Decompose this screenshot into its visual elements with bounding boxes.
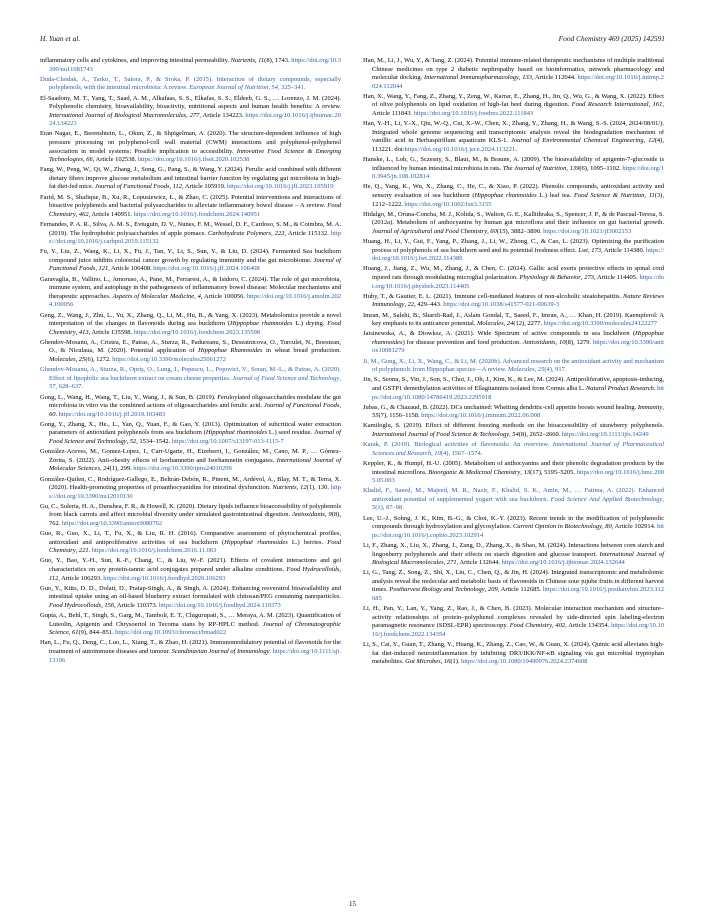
reference-entry: Guo, Y., Kitts, D. D., Dolati, D., Pratap-Singh, A., & Singh, A. (2024). Enhancing resveratrol bioavailability and intestinal uptake using an oil-based blueberry extract formulated with chitosan/PEG containing nanoparticles. Food Hydrocolloids, 156, Article 110373. https://doi.org/10.1016/j.foodhyd.2024.110373 <box>40 584 341 609</box>
doi-link[interactable]: https://doi.org/10.1016/j.jff.2019.103483 <box>58 410 166 418</box>
reference-entry: Gong, Y., Zhang, X., He., L., Yan, Q., Yuan, F., & Gao, Y. (2013). Optimization of subcritical water extraction parameters of antioxidant polyphenols from sea buckthorn (Hippophaë rhamnoides L.) seed residue. Journal of Food Science and Technology, 52, 1534–1542. https://doi.org/10.1007/s13197-013-1115-7 <box>40 420 341 445</box>
doi-link[interactable]: https://doi.org/10.1016/j.carbpol.2019.115132 <box>49 229 342 246</box>
running-head-journal: Food Chemistry 469 (2025) 142591 <box>558 34 665 43</box>
doi-link[interactable]: https://doi.org/10.1016/j.foodchem.2022.134354 <box>372 622 665 638</box>
running-head-authors: H. Yuan et al. <box>40 34 81 43</box>
doi-link[interactable]: https://doi.org/10.1038/s41577-021-00639-3 <box>443 301 560 309</box>
reference-entry: Li, G., Tang, Z., Song, Z., Shi, X., Liu, C., Chen, Q., & Jin, H. (2024). Integrated transcriptomic and metabolomic analysis reveal the molecular and metabolic basis of flavonoids in Chinese sour jujube fruits in different harvest times. Postharvest Biology and Technology, 209, Article 112685. https://doi.org/10.1016/j.postharvbio.2023.112685 <box>363 569 665 602</box>
reference-entry: El-Saadony, M. T., Yang, T., Saad, A. M., Alkafaas, S. S., Elkafas, S. S., Eldeeb, G. S., … Lorenzo, J. M. (2024). Polyphenolic chemistry, bioavailability, bioactivity, nutritional aspects and human health benefits: A review. International Journal of Biological Macromolecules, 277, Article 134223. https://doi.org/10.1016/j.ijbiomac.2024.134223 <box>40 94 341 128</box>
reference-entry: Han, M., Li, J., Wu, Y., & Tang, Z. (2024). Potential immune-related therapeutic mechanisms of multiple traditional Chinese medicines on type 2 diabetic nephropathy based on bioinformatics, network pharmacology and molecular docking. International Immunopharmacology, 133, Article 112044. https://doi.org/10.1016/j.intimp.2024.112044 <box>363 57 664 90</box>
doi-link[interactable]: https://doi.org/10.1016/j.ijbiomac.2024.134223 <box>49 111 341 128</box>
reference-entry: inflammatory cells and cytokines, and improving intestinal permeability. Nutrients, 11(8), 1743. https://doi.org/10.3390/nu11081743 <box>40 57 341 73</box>
doi-link[interactable]: https://doi.org/10.1093/chromsci/bmad022 <box>115 629 227 637</box>
doi-link[interactable]: https://doi.org/10.1016/j.foodchem.2023.135598 <box>133 328 261 336</box>
reference-entry: Lee, U.-J., Sohng, J. K., Kim, B.-G., & Choi, K.-Y. (2023). Recent trends in the modification of polyphenolic compounds through hydroxylation and glycosylation. Current Opinion in Biotechnology, 80, Article 102914. https://doi.org/10.1016/j.copbio.2023.102914 <box>363 514 664 539</box>
doi-link[interactable]: https://doi.org/10.1080/19490976.2024.2374608 <box>461 658 588 666</box>
doi-link[interactable]: https://doi.org/10.3390/ijms24010299 <box>133 465 232 473</box>
reference-entry: Karak, P. (2019). Biological activities of flavonoids: An overview. International Journal of Pharmaceutical Sciences and Research, 10(4), 1567–1574. <box>363 441 664 457</box>
doi-link[interactable]: https://doi.org/10.1016/j.amolm.2024.100056 <box>49 292 342 309</box>
reference-entry: Li, S., Cai, Y., Guan, T., Zhang, Y., Huang, K., Zhang, Z., Cao, W., & Guan, X. (2024). Quinic acid alleviates high-fat diet-induced neuroinflammation by inhibiting DR3/IKK/NF-κB signaling via gut microbial tryptophan metabolites. Gut Microbes, 16(1). https://doi.org/10.1080/19490976.2024.2374608 <box>363 641 664 666</box>
doi-link[interactable]: https://doi.org/10.3390/nu11081743 <box>49 57 341 73</box>
reference-column-right <box>363 57 664 668</box>
doi-link[interactable]: https://doi.org/10.1016/j.foodhyd.2020.106293 <box>103 574 226 582</box>
reference-columns <box>40 57 665 668</box>
doi-link[interactable]: https://doi.org/10.1016/j.physbeh.2023.114405 <box>372 274 664 290</box>
reference-entry: Khalid, F., Saeed, M., Majeed, M. R., Nazir, F., Khalid, S. K., Amin, M., … Fatima, A. (2022). Enhanced antioxidant potential of supplemented yogurt with sea buckthorn. Food Science And Applied Biotechnology, 5(1), 87–98. <box>363 487 664 512</box>
reference-entry: Hidalgo, M., Oruna-Concha, M. J., Kolida, S., Walton, G. E., Kallithraka, S., Spencer, J. P., & de Pascual-Teresa, S. (2012a). Metabolism of anthocyanins by human gut microflora and their influence on gut bacterial growth. Journal of Agricultural and Food Chemistry, 60(15), 3882–3890. https://doi.org/10.1021/jf3002153 <box>363 210 664 235</box>
reference-entry: Imran, M., Salehi, B., Sharifi-Rad, J., Aslam Gondal, T., Saeed, F., Imran, A., … Khan, H. (2019). Kaempferol: A key emphasis to its anticancer potential. Molecules, 24(12), 2277. https://doi.org/10.3390/molecules24122277 <box>363 311 664 328</box>
reference-entry: Fernandes, P. A. R., Silva, A. M. S., Evtuguin, D. V., Nunes, F. M., Wessel, D. F., Cardoso, S. M., & Coimbra, M. A. (2019). The hydrophobic polysaccharides of apple pomace. Carbohydrate Polymers, 223, Article 115132. https://doi.org/10.1016/j.carbpol.2019.115132 <box>40 220 342 246</box>
reference-entry: Huang, H., Li, Y., Gui, F., Yang, P., Zhang, J., Li, W., Zhong, C., & Cao, L. (2023). Optimizing the purification process of polyphenols of sea buckthorn seed and its potential freshness effect. Lwt, 173, Article 114380. https://doi.org/10.1016/j.lwt.2022.114380 <box>363 238 664 263</box>
reference-entry: Li, F., Zhang, X., Liu, X., Zhang, J., Zang, D., Zhang, X., & Shao, M. (2024). Interactions between corn starch and lingonberry polyphenols and their effects on starch digestion and glucose transport. International Journal of Biological Macromolecules, 271, Article 132644. https://doi.org/10.1016/j.ijbiomac.2024.132644 <box>363 541 664 567</box>
doi-link[interactable]: https://doi.org/10.1021/jf3002153 <box>543 227 632 235</box>
doi-link[interactable]: https://doi.org/10.1111/ijfs.14249 <box>561 431 649 439</box>
reference-entry: Jin, S., Seonu, S., Yin, J., Son, S., Choi, J., Oh, J., Kim, K., & Lee, M. (2024). Antiproliferative, apoptosis-inducing, and GSTP1 demethylation activities of Ellagitannins isolated from Cornus alba L. Natural Product Research. https://doi.org/10.1080/14786419.2023.2295918 <box>363 376 664 401</box>
reference-entry: Garavaglia, B., Vallino, L., Amoruso, A., Pane, M., Ferraresi, A., & Isidoro, C. (2024). The role of gut microbiota, immune system, and autophagy in the pathogenesis of inflammatory bowel disease: Molecular mechanisms and therapeutic approaches. Aspects of Molecular Medicine, 4, Article 100056. https://doi.org/10.1016/j.amolm.2024.100056 <box>40 275 342 309</box>
reference-entry: Jaisinewska, A., & Diowksz, A. (2021). Wide Spectrum of active compounds in sea buckthorn (Hippophae rhamnoides) for disease prevention and food production. Antioxidants, 10(8), 1279. https://doi.org/10.3390/antiox10081279 <box>363 330 664 355</box>
reference-entry: González-Aceves, M., Gomez-Lopez, I., Carr-Ugarte, H., Eizeberri, I., González, M., Cano, M. P., … Gómez-Zorita, S. (2022). Anti-obesity effects of Isorhamnetin and Isorhamnetin conjugates. International Journal of Molecular Sciences, 24(1), 299. https://doi.org/10.3390/ijms24010299 <box>40 448 341 473</box>
doi-link[interactable]: https://doi.org/10.1016/j.jece.2024.113221 <box>404 145 516 153</box>
doi-link[interactable]: https://doi.org/10.3390/molecules25061272 <box>112 356 226 364</box>
doi-link[interactable]: https://doi.org/10.3390/antiox10081279 <box>372 338 664 355</box>
doi-link[interactable]: https://doi.org/10.1016/j.copbio.2023.102914 <box>372 523 664 539</box>
reference-entry: Li, H., Pan, Y., Lan, Y., Yang, Z., Rao, J., & Chen, B. (2023). Molecular interaction mechanism and structure–activity relationships of protein–polyphenol complexes revealed by side-directed spin labeling-electron paramagnetic resonance (SDSL-EPR) spectroscopy. Food Chemistry, 402, Article 134354. https://doi.org/10.1016/j.foodchem.2022.134354 <box>363 605 665 638</box>
doi-link[interactable]: https://doi.org/10.1016/j.jff.2024.106408 <box>153 265 260 273</box>
reference-entry: Gu, C., Suleria, H. A., Dunshea, F. R., & Howell, K. (2020). Dietary lipids influence bioaccessibility of polyphenols from black carrots and affect microbial diversity under simulated gastrointestinal digestion. Antioxidants, 9(8), 762. https://doi.org/10.3390/antiox9080762 <box>40 502 341 527</box>
doi-link[interactable]: https://doi.org/10.1016/j.intimp.2024.112044 <box>372 74 664 90</box>
doi-link[interactable]: https://doi.org/10.1002/fsn3.3155 <box>404 200 492 208</box>
doi-link[interactable]: https://doi.org/10.1016/j.ijbiomac.2024.132644 <box>501 559 625 567</box>
doi-link[interactable]: https://doi.org/10.1016/j.immuni.2022.06.008 <box>421 412 541 420</box>
reference-entry: Geng, Z., Wang, J., Zhu, L., Yu, X., Zhang, Q., Li, M., Hu, B., & Yang, X. (2023). Metabolomics provide a novel interpretation of the changes in flavonoids during sea buckthorn (Hippophae rhamnoides L.) drying. Food Chemistry, 413, Article 135598. https://doi.org/10.1016/j.foodchem.2023.135598 <box>40 311 341 336</box>
reference-entry: Huby, T., & Gautier, E. L. (2021). Immune cell-mediated features of non-alcoholic steatohepatitis. Nature Reviews Immunology, 22, 429–443. https://doi.org/10.1038/s41577-021-00639-3 <box>363 292 664 309</box>
reference-entry: Farid, M. S., Shafique, B., Xu, R., Łopusiewicz, Ł., & Zhao, C. (2025). Potential interventions and interactions of bioactive polyphenols and bacterial polysaccharides to alleviate inflammatory bowel disease – A review. Food Chemistry, 462, Article 140951. https://doi.org/10.1016/j.foodchem.2024.140951 <box>40 193 341 218</box>
reference-entry: Ghendov-Mosanu, A., Cristea, E., Patras, A., Sturza, R., Padureanu, S., Deseatnicova, O., Turculet, N., Boestean, O., & Niculaua, M. (2020). Potential application of Hippophae Rhamnoides in wheat bread production. Molecules, 25(6), 1272. https://doi.org/10.3390/molecules25061272 <box>40 338 341 364</box>
reference-entry: Hanske, L., Loh, G., Sczesny, S., Blaut, M., & Braune, A. (2009). The bioavailability of apigenin-7-glucoside is influenced by human intestinal microbiota in rats. The Journal of Nutrition, 139(6), 1095–1102. https://doi.org/10.3945/jn.108.102814 <box>363 156 664 181</box>
reference-entry: González-Quilen, C., Rodríguez-Gallego, E., Beltrán-Debón, R., Pinent, M., Ardévol, A., Blay, M. T., & Terra, X. (2020). Health-promoting properties of proanthocyanidins for intestinal dysfunction. Nutrients, 12(1), 130. https://doi.org/10.3390/nu12010130 <box>40 475 341 500</box>
doi-link[interactable]: https://doi.org/10.3390/molecules24122277 <box>543 320 658 328</box>
running-head <box>40 34 665 43</box>
reference-entry: Duda-Chodak, A., Tarko, T., Satora, P., & Sroka, P. (2015). Interaction of dietary compounds, especially polyphenols, with the intestinal microbiota: A review. European Journal of Nutrition, 54, 325–341. <box>40 75 341 92</box>
doi-link[interactable]: https://doi.org/10.3945/jn.108.102814 <box>372 164 664 181</box>
doi-link[interactable]: https://doi.org/10.1016/j.foodhyd.2024.110373 <box>158 601 281 609</box>
reference-entry: Han, L., Fu, Q., Deng, C., Luo, L., Xiang, T., & Zhao, H. (2021). Immunomodulatory potential of flavonoids for the treatment of autoimmune diseases and tumour. Scandinavian Journal of Immunology. https://doi.org/10.1111/sji.13106 <box>40 639 341 664</box>
reference-entry: Ghendov-Mosanu, A., Sturza, R., Opriş, O., Lung, I., Popescu, L., Popovici, V., Soran, M.-L., & Patras, A. (2020). Effect of lipophilic sea buckthorn extract on cream cheese properties. Journal of Food Science and Technology, 57, 628–637. <box>40 366 341 391</box>
reference-entry: He, Q., Yang, K., Wu, X., Zhang, C., He, C., & Xiao, P. (2022). Phenolic compounds, antioxidant activity and sensory evaluation of sea buckthorn (Hippophae rhamnoides L.) leaf tea. Food Science & Nutrition, 11(3), 1212–1222. https://doi.org/10.1002/fsn3.3155 <box>363 183 664 208</box>
doi-link[interactable]: https://doi.org/10.1016/j.postharvbio.2023.112685 <box>372 586 665 602</box>
reference-entry: Huang, J., Jiang, Z., Wu, M., Zhang, J., & Chen, C. (2024). Gallic acid exerts protective effects in spinal cord injured rats through modulating microglial polarization. Physiology & Behavior, 273, Article 114405. https://doi.org/10.1016/j.physbeh.2023.114405 <box>363 265 664 290</box>
reference-entry: Jubas, G., & Chazaud, B. (2022). DCs unchained: Whetting dendritic-cell appetite boosts wound healing. Immunity, 55(7), 1156–1158. https://doi.org/10.1016/j.immuni.2022.06.008 <box>363 403 664 420</box>
reference-entry: Gupta, A., Behl, T., Singh, S., Garg, M., Tamboli, E. T., Chigurupati, S., … Meraya, A. M. (2023). Quantification of Luteolin, Apigenin and Chrysoeriol in Tecoma stans by RP-HPLC method. Journal of Chromatographic Science, 61(9), 844–851. https://doi.org/10.1093/chromsci/bmad022 <box>40 612 341 637</box>
doi-link[interactable]: https://doi.org/10.1016/j.foodres.2022.111843 <box>413 110 534 118</box>
reference-entry: Han, X., Wang, Y., Fang, Z., Zhang, Y., Zeng, W., Karrar, E., Zhang, H., Jin, Q., Wu, G., & Wang, X. (2022). Effect of olive polyphenols on lipid oxidation of high-fat beef during digestion. Food Research International, 161, Article 111843. https://doi.org/10.1016/j.foodres.2022.111843 <box>363 92 664 118</box>
doi-link[interactable]: https://doi.org/10.1016/j.jff.2023.105919 <box>226 183 334 191</box>
reference-column-left <box>40 57 341 667</box>
doi-link[interactable]: https://doi.org/10.1080/14786419.2023.2295918 <box>372 384 664 401</box>
doi-link[interactable]: https://doi.org/10.1016/j.bmc.2005.05.003 <box>372 468 664 485</box>
reference-entry: Fang, W., Peng, W., Qi, W., Zhang, J., Song, G., Pang, S., & Wang, Y. (2024). Ferulic acid combined with different dietary fibers improve glucose metabolism and intestinal barrier function by regulating gut microbiota in high-fat diet-fed mice. Journal of Functional Foods, 112, Article 105919. https://doi.org/10.1016/j.jff.2023.105919 <box>40 166 341 191</box>
doi-link[interactable]: https://doi.org/10.1016/j.ifset.2020.102538 <box>137 156 250 164</box>
reference-entry: Ji, M., Gong, X., Li, X., Wang, C., & Li, M. (2020b). Advanced research on the antioxidant activity and mechanism of polyphenols from Hippophae species—A review. Molecules, 25(4), 917. <box>363 357 664 374</box>
doi-link[interactable]: https://doi.org/10.1016/j.foodchem.2024.140951 <box>133 210 261 218</box>
doi-link[interactable]: https://doi.org/10.1007/s13197-013-1115-7 <box>171 438 284 445</box>
reference-entry: Gong, L., Wang, H., Wang, T., Liu, Y., Wang, J., & Sun, B. (2019). Feruloylated oligosaccharides modulate the gut microbiota in vitro via the combined actions of oligosaccharides and ferulic acid. Journal of Functional Foods, 60. https://doi.org/10.1016/j.jff.2019.103483 <box>40 393 341 418</box>
reference-entry: Han, Y.-H., Li, Y.-X., Qiu, W.-Q., Cui, X.-W., Chen, X., Zhang, Y., Zhang, H., & Wang, S.-S. (2024, 2024/08/01/). Integrated whole genome sequencing and transcriptomic analysis reveal the biodegradation mechanism of vanillic acid in Herbaspirillum aquaticum KLS-1. Journal of Environmental Chemical Engineering, 12(4), 113221. doi:https://doi.org/10.1016/j.jece.2024.113221. <box>363 120 664 153</box>
doi-link[interactable]: https://doi.org/10.1016/j.lwt.2022.114380 <box>372 246 664 263</box>
reference-entry: Guo, R., Guo, X., Li, T., Fu, X., & Liu, R. H. (2016). Comparative assessment of phytochemical profiles, antioxidant and antiproliferative activities of sea buckthorn (Hippophaë rhamnoides L.) berries. Food Chemistry, 221. https://doi.org/10.1016/j.foodchem.2016.11.063 <box>40 530 341 555</box>
doi-link[interactable]: https://doi.org/10.3390/nu12010130 <box>49 484 341 500</box>
page-number: 15 <box>349 900 356 908</box>
reference-entry: Eran Nagar, E., Berenshtein, L., Okun, Z., & Shpigelman, A. (2020). The structure-dependent influence of high pressure processing on polyphenol-cell wall material (CWM) interactions and polyphenol-polyphenol association in model systems: Possible implication to accessibility. Innovative Food Science & Emerging Technologies, 66, Article 102538. https://doi.org/10.1016/j.ifset.2020.102538 <box>40 130 341 164</box>
doi-link[interactable]: https://doi.org/10.3390/antiox9080762 <box>61 519 163 527</box>
doi-link[interactable]: https://doi.org/10.1111/sji.13106 <box>49 648 341 664</box>
doi-link[interactable]: https://doi.org/10.1016/j.foodchem.2016.11.063 <box>91 547 217 555</box>
reference-entry: Keppler, K., & Humpf, H.-U. (2005). Metabolism of anthocyanins and their phenolic degradation products by the intestinal microflora. Bioorganic & Medicinal Chemistry, 13(17), 5195–5205. https://doi.org/10.1016/j.bmc.2005.05.003 <box>363 459 664 485</box>
reference-entry: Kamiloglu, S. (2019). Effect of different freezing methods on the bioaccessibility of strawberry polyphenols. International Journal of Food Science & Technology, 54(8), 2652–2660. https://doi.org/10.1111/ijfs.14249 <box>363 422 664 439</box>
reference-entry: Guo, Y., Bao, Y.-H., Sun, K.-F., Chang, C., & Liu, W.-F. (2021). Effects of covalent interactions and gel characteristics on soy protein-tannic acid conjugates prepared under alkaline conditions. Food Hydrocolloids, 112, Article 106293. https://doi.org/10.1016/j.foodhyd.2020.106293 <box>40 557 341 582</box>
reference-entry: Fu, Y., Liu, Z., Wang, K., Li, X., Fu, J., Tan, Y., Li, S., Sun, Y., & Liu, D. (2024). Fermented Sea buckthorn compound juice inhibits colorectal cancer growth by regulating immunity and the gut microbiome. Journal of Functional Foods, 121, Article 106408. https://doi.org/10.1016/j.jff.2024.106408 <box>40 248 341 273</box>
